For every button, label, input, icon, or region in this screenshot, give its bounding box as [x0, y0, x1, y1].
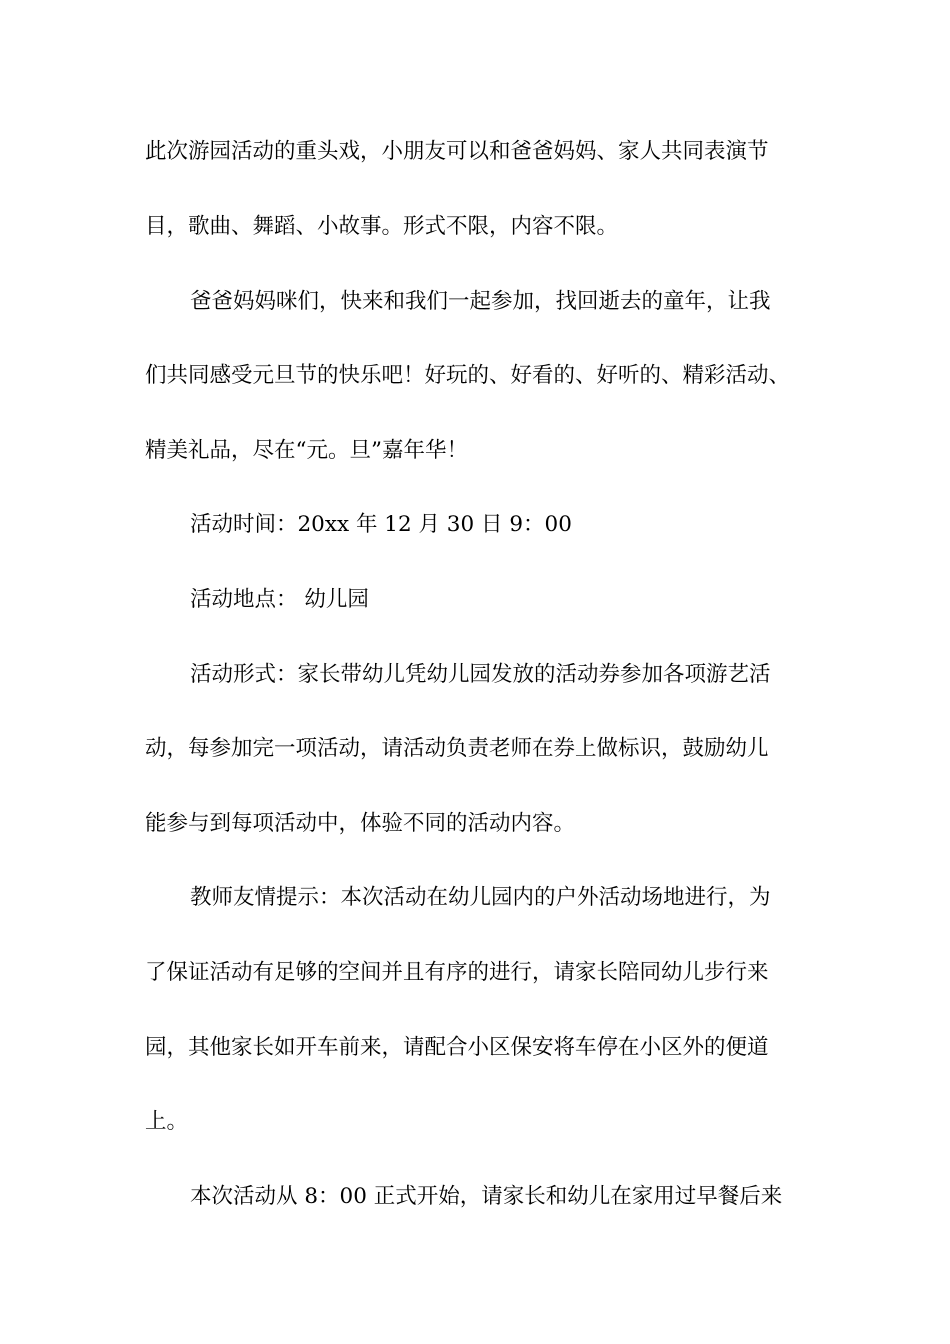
- paragraph-line: 本次活动从 8：00 正式开始，请家长和幼儿在家用过早餐后来: [190, 1184, 783, 1209]
- paragraph-line: 动，每参加完一项活动，请活动负责老师在券上做标识，鼓励幼儿: [145, 736, 769, 761]
- paragraph-line: 教师友情提示：本次活动在幼儿园内的户外活动场地进行，为: [190, 885, 771, 910]
- paragraph-line: 此次游园活动的重头戏，小朋友可以和爸爸妈妈、家人共同表演节: [145, 139, 769, 164]
- paragraph-line: 爸爸妈妈咪们，快来和我们一起参加，找回逝去的童年，让我: [190, 289, 771, 314]
- activity-time: 活动时间：20xx 年 12 月 30 日 9：00: [190, 512, 572, 537]
- paragraph-line: 了保证活动有足够的空间并且有序的进行，请家长陪同幼儿步行来: [145, 960, 769, 985]
- paragraph-line: 目，歌曲、舞蹈、小故事。形式不限，内容不限。: [145, 214, 619, 239]
- paragraph-line: 上。: [145, 1109, 189, 1134]
- paragraph-line: 们共同感受元旦节的快乐吧！好玩的、好看的、好听的、精彩活动、: [145, 363, 791, 388]
- paragraph-line: 精美礼品，尽在“元。旦”嘉年华！: [145, 438, 468, 463]
- paragraph-line: 园，其他家长如开车前来，请配合小区保安将车停在小区外的便道: [145, 1035, 769, 1060]
- paragraph-line: 能参与到每项活动中，体验不同的活动内容。: [145, 811, 576, 836]
- activity-location: 活动地点： 幼儿园: [190, 587, 369, 612]
- paragraph-line: 活动形式：家长带幼儿凭幼儿园发放的活动券参加各项游艺活: [190, 662, 771, 687]
